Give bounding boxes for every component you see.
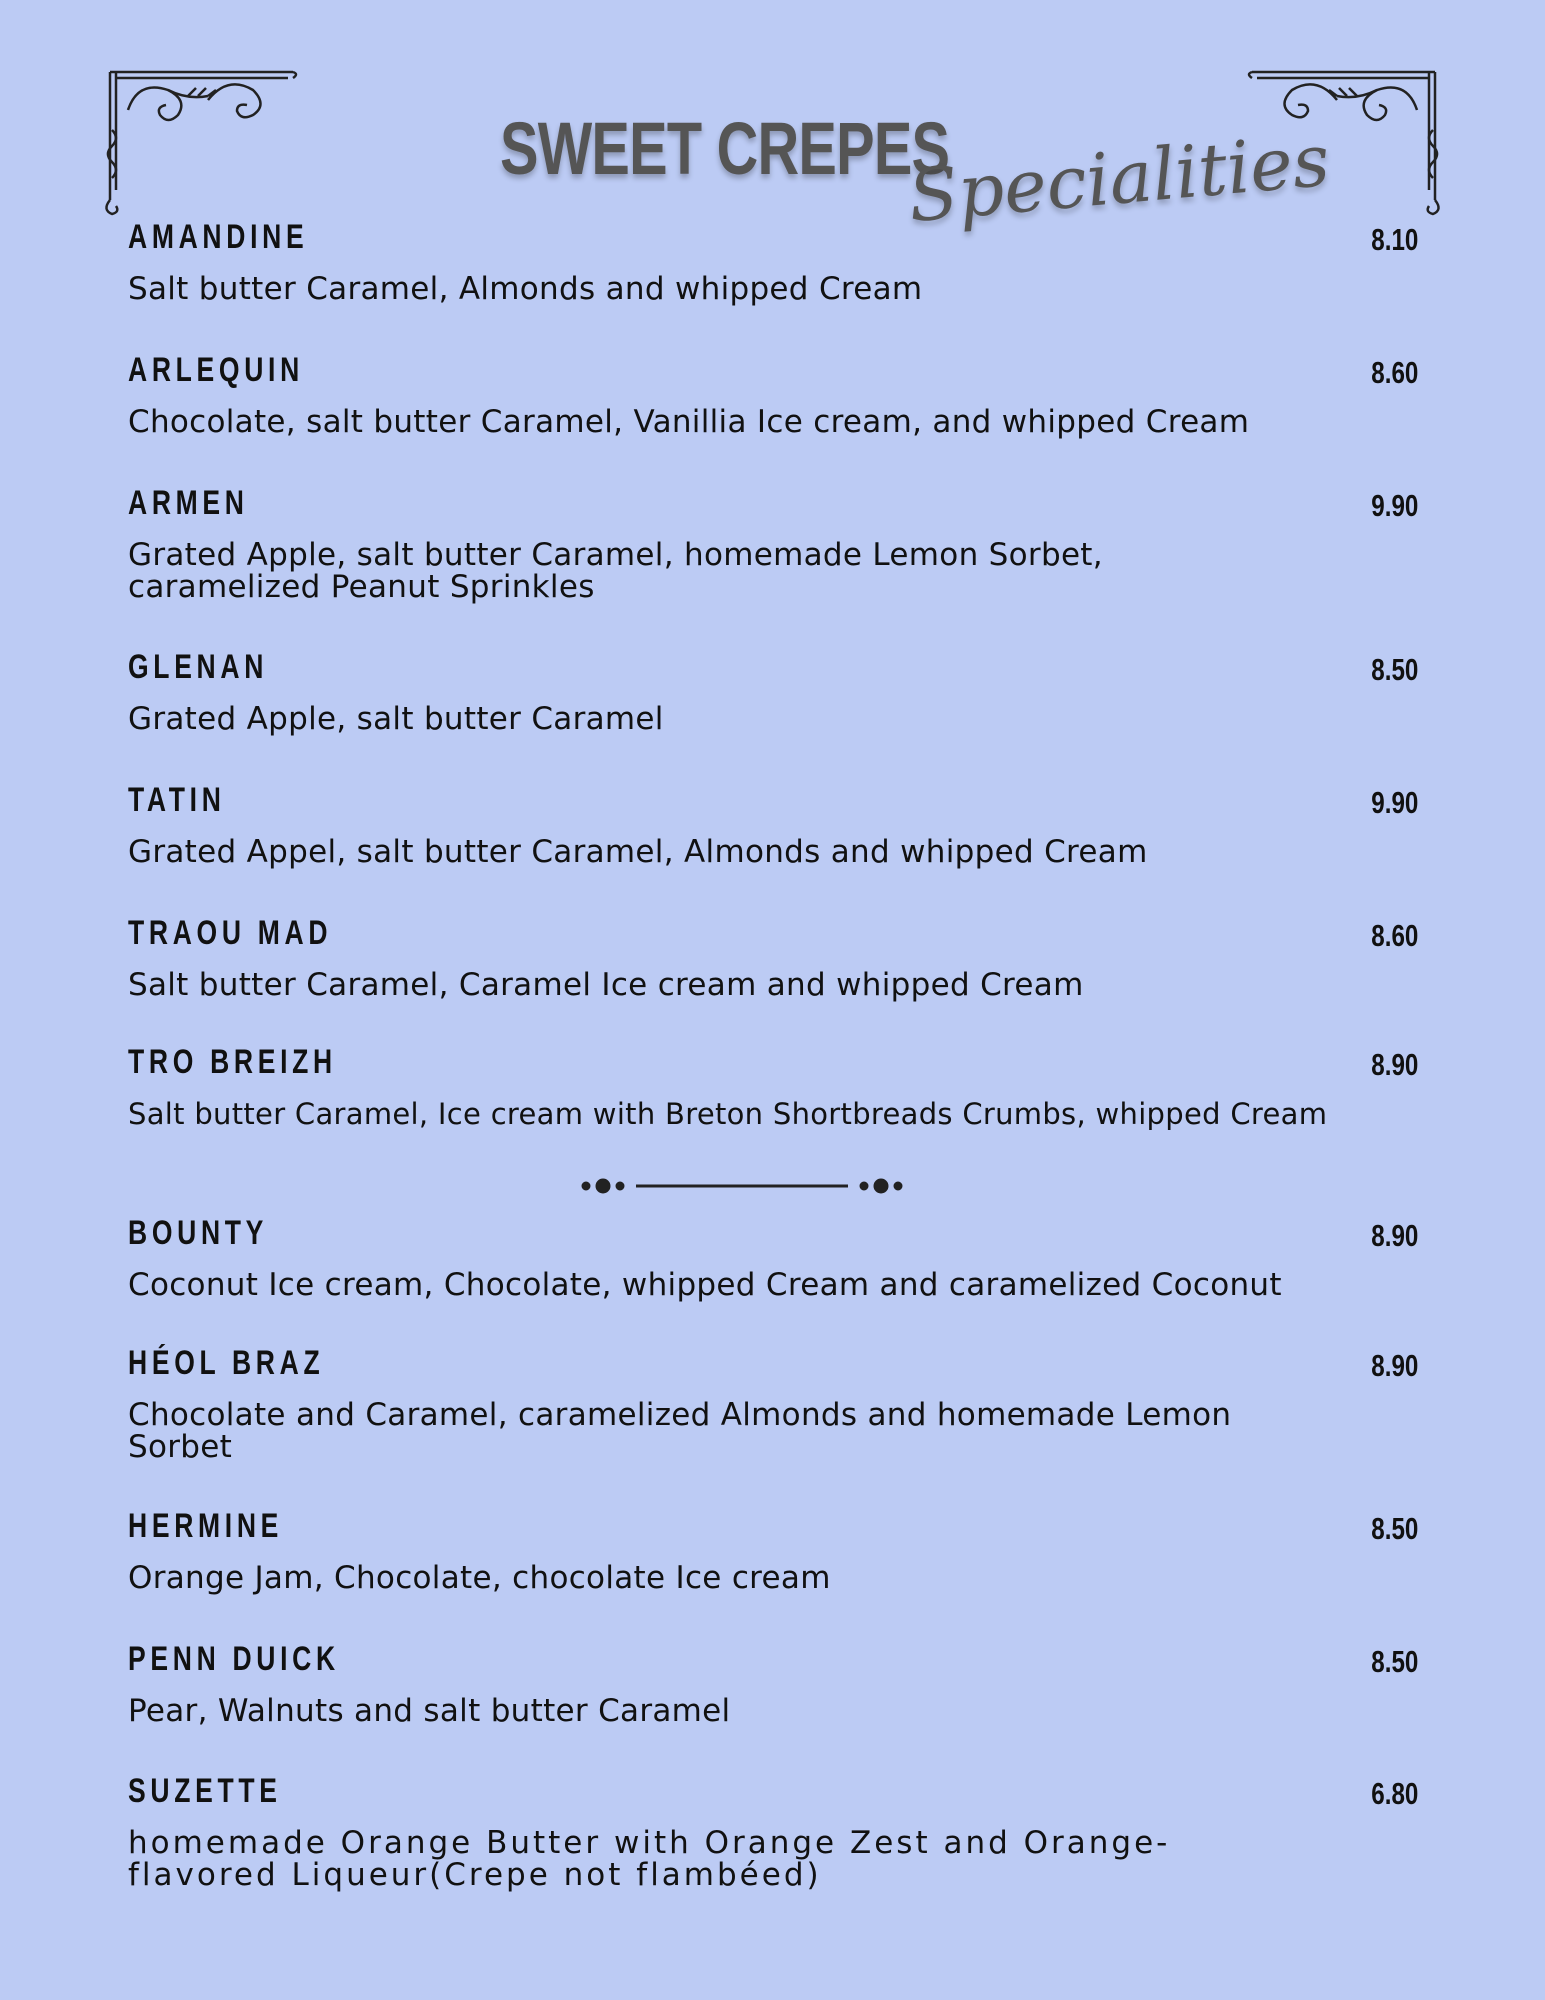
item-price: 9.90 [1370, 785, 1418, 820]
item-price: 8.60 [1370, 355, 1418, 390]
item-name: TRAOU MAD [128, 914, 333, 952]
item-description: Salt butter Caramel, Ice cream with Breton Shortbreads Crumbs, whipped Cream [128, 1097, 1328, 1131]
section-divider-icon [580, 1172, 905, 1200]
item-name: ARLEQUIN [128, 351, 304, 389]
item-name: TATIN [128, 781, 226, 819]
item-name: AMANDINE [128, 218, 309, 256]
item-description: Salt butter Caramel, Almonds and whipped Cream [128, 271, 923, 307]
item-name: TRO BREIZH [128, 1043, 337, 1081]
item-price: 8.50 [1370, 1511, 1418, 1546]
item-description: Grated Appel, salt butter Caramel, Almonds and whipped Cream [128, 834, 1148, 870]
item-description: Salt butter Caramel, Caramel Ice cream and whipped Cream [128, 967, 1084, 1003]
item-price: 8.10 [1370, 222, 1418, 257]
item-price: 8.60 [1370, 918, 1418, 953]
menu-title: SWEET CREPES [500, 107, 950, 190]
item-name: BOUNTY [128, 1214, 269, 1252]
item-description: Chocolate and Caramel, caramelized Almonds and homemade Lemon Sorbet [128, 1397, 1232, 1465]
item-name: SUZETTE [128, 1772, 282, 1810]
item-price: 8.50 [1370, 652, 1418, 687]
item-price: 9.90 [1370, 488, 1418, 523]
item-name: GLENAN [128, 648, 269, 686]
item-description: homemade Orange Butter with Orange Zest and Orange-flavored Liqueur(Crepe not flambéed) [128, 1825, 1171, 1893]
item-name: HÉOL BRAZ [128, 1344, 325, 1382]
item-name: ARMEN [128, 484, 249, 522]
menu-subtitle: Specialities [905, 117, 1333, 239]
item-price: 8.90 [1370, 1047, 1418, 1082]
item-description: Chocolate, salt butter Caramel, Vanillia Ice cream, and whipped Cream [128, 404, 1250, 440]
item-description: Grated Apple, salt butter Caramel, homemade Lemon Sorbet, caramelized Peanut Sprinkles [128, 537, 1103, 605]
item-price: 8.50 [1370, 1644, 1418, 1679]
item-name: HERMINE [128, 1507, 284, 1545]
item-description: Grated Apple, salt butter Caramel [128, 701, 664, 737]
item-description: Pear, Walnuts and salt butter Caramel [128, 1693, 731, 1729]
item-price: 8.90 [1370, 1218, 1418, 1253]
item-price: 6.80 [1370, 1776, 1418, 1811]
item-name: PENN DUICK [128, 1640, 340, 1678]
item-price: 8.90 [1370, 1348, 1418, 1383]
item-description: Orange Jam, Chocolate, chocolate Ice cream [128, 1560, 831, 1596]
item-description: Coconut Ice cream, Chocolate, whipped Cream and caramelized Coconut [128, 1267, 1282, 1303]
corner-ornament-left-icon [98, 60, 298, 220]
